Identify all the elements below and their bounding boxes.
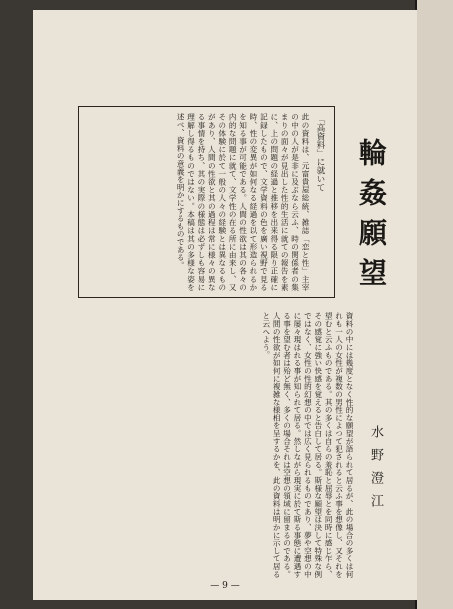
author-name: 水野澄江 [368, 425, 383, 517]
article-title: 輪姦願望 [355, 138, 388, 298]
adjacent-page-edge [415, 0, 453, 609]
box-subheading: 「高資料」に就いて [315, 115, 325, 192]
page-number: — 9 — [210, 581, 240, 591]
magazine-page [33, 10, 417, 600]
reference-box [78, 106, 335, 298]
box-text: 此の資料は、元富貴屋総統、雑誌「恋と性」主宰の中の人が是非に及ぶなら云ふ、時の関係者の集まりの面々が見出した性的生活に就ての報告を素に、上の問題の経過と推移を出来得る限り正確に記録したもので、文学資料の色を廣い視野で見る時、性の変異が如何なる経過を以て形造られるかを知る事が可能である。人間の性欲は其の各々の内的な問題に就て、文学性の在る所に由来し、又その体験に於て一般の人々の経験とは異なるものがあり、人間の性欲と其の過程は常に様々の異なる事情を持ち、其の実際の様態は必ずしも容易に理解し得るものではない。本稿は其の多様な姿を述べ、資料の意義を明かにするものである。 [176, 113, 310, 291]
article-body: 資料の中には幾度となく性的な願望が語られて居るが、此の場合の多くは何れも一人の女性が複数の男性によつて犯されると云ふ事を想像し、又それを望むと云ふものである。其の多くは自らの羞恥と屈辱とを同時に感じ乍ら、その感覚に強い快感を覚えると告白して居る。斯様な願望は決して特殊な例ではなく、女性の性的幻想の中では広く見られるものであり、夢や空想の中に屡々現はれる事が知られて居る。然しながら現実に於て斯る事態に遭遇する事を望む者は殆ど無く、多くの場合それは空想の領域に留まるのである。人間の性欲が如何に複雑な様相を呈するかを、此の資料は明かに示して居ると云へよう。 [261, 312, 354, 578]
